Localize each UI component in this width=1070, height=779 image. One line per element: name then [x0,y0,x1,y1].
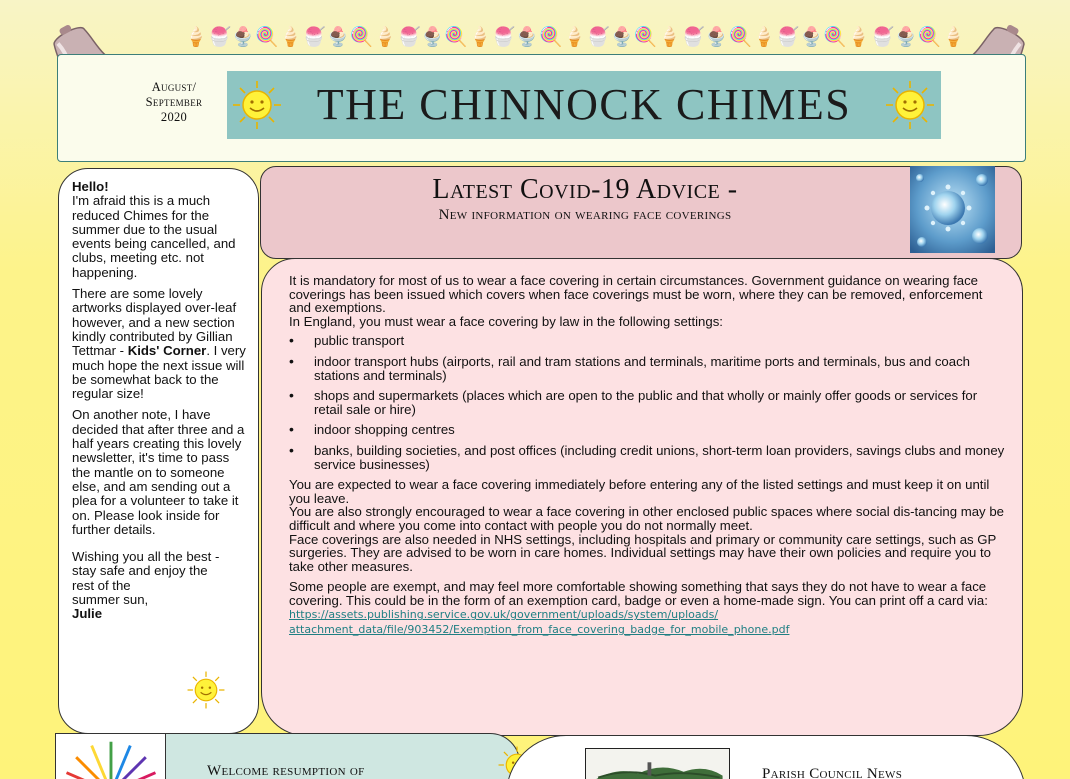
sun-small-icon [186,670,226,710]
covid-settings-list [289,334,1005,471]
icecream-icon: 🍭 [728,26,753,48]
icecream-icon: 🍧 [302,26,327,48]
icecream-icon: 🍧 [586,26,611,48]
covid-intro: It is mandatory for most of us to wear a face covering in certain circumstances. Government guidance on wearing face coverings has been issued which covers when face coverings must be worn, where they can be removed, enforcement and exemptions. [289,273,983,316]
editor-paragraph-2 [72,287,248,401]
editor-paragraph-4: Wishing you all the best - stay safe and enjoy the rest of the [72,549,220,593]
newsletter-title: THE CHINNOCK CHIMES [316,80,852,129]
list-item: • banks, building societies, and post offices (including credit unions, short-term loan providers, savings clubs and money service businesses) [289,444,1005,471]
icecream-decoration-strip [178,22,966,52]
icecream-icon: 🍨 [894,26,918,48]
editor-paragraph-3: On another note, I have decided that after three and a half years creating this lovely newsletter, it's time to pass the mantle on to someone else, and am sending out a plea for a volunteer to take it on. Please look inside for further details. [72,407,245,537]
editor-paragraph-2-start: There are some lovely artworks displayed over-leaf however, and a new section kindly contributed by Gillian Tettmar - [72,286,237,359]
icecream-icon: 🍧 [397,26,421,48]
covid-expected: You are expected to wear a face covering immediately before entering any of the listed settings and must keep it on until you leave. [289,477,990,506]
icecream-icon: 🍦 [941,26,966,48]
icecream-icon: 🍭 [917,26,942,48]
covid-exempt-text: Some people are exempt, and may feel more comfortable showing something that says they do not have to wear a face covering. This could be in the form of an exemption card, badge or even a home-made sign. You can print off a card via: [289,579,988,608]
virus-image-icon [910,166,995,253]
icecream-icon: 🍨 [231,26,256,48]
parish-heading: Parish Council News [762,766,903,779]
sun-right-icon [884,79,936,131]
icecream-icon: 🍭 [823,26,847,48]
list-item: • indoor shopping centres [289,423,1005,437]
editor-signature: Julie [72,606,103,622]
icecream-icon: 🍭 [349,26,374,48]
icecream-icon: 🍭 [255,26,279,48]
kids-corner-label: Kids' Corner [127,343,207,359]
issue-date-line1: August/ [151,80,197,94]
icecream-icon: 🍦 [846,26,871,48]
icecream-icon: 🍦 [657,26,682,48]
icecream-icon: 🍨 [799,26,824,48]
issue-date-line3: 2020 [160,110,188,124]
icecream-icon: 🍦 [752,26,776,48]
issue-date [126,80,222,125]
icecream-icon: 🍦 [373,26,398,48]
icecream-icon: 🍭 [444,26,469,48]
covid-title: Latest Covid-19 Advice - [432,174,738,205]
title-banner [227,71,941,139]
icecream-icon: 🍦 [562,26,587,48]
sun-left-icon [231,79,283,131]
icecream-icon: 🍭 [633,26,658,48]
covid-article [289,274,1005,637]
welcome-heading: Welcome resumption of [207,763,365,779]
icecream-icon: 🍦 [184,26,208,48]
list-item: • public transport [289,334,1005,348]
icecream-icon: 🍨 [420,26,445,48]
icecream-icon: 🍨 [610,26,634,48]
editor-paragraph-4-end: summer sun, [72,592,149,608]
editor-paragraph-1: I'm afraid this is a much reduced Chimes for the summer due to the usual events being cancelled, and clubs, meeting etc. not happening. [72,193,236,280]
icecream-icon: 🍧 [681,26,705,48]
covid-encouraged: You are also strongly encouraged to wear a face covering in other enclosed public spaces where social dis-tancing may be difficult and where you come into contact with people you do not normally meet. [289,504,1004,533]
icecream-icon: 🍭 [539,26,563,48]
icecream-icon: 🍦 [278,26,303,48]
covid-nhs: Face coverings are also needed in NHS settings, including hospitals and primary or community care settings, such as GP surgeries. They are advised to be worn in care homes. Individual settings may have their own policies and require you to take other measures. [289,531,997,574]
covid-exempt [289,580,1005,636]
editor-paragraph-2-end: . I very much hope the next issue will be somewhat back to the regular size! [72,343,246,402]
greeting: Hello! [72,179,109,194]
rainbow-logo-icon [55,733,166,779]
exemption-card-link-cont[interactable]: attachment_data/file/903452/Exemption_from_face_covering_badge_for_mobile_phone.pdf [289,623,790,637]
icecream-icon: 🍦 [468,26,492,48]
icecream-icon: 🍨 [515,26,540,48]
icecream-icon: 🍨 [326,26,350,48]
icecream-icon: 🍧 [870,26,895,48]
icecream-icon: 🍧 [207,26,232,48]
editor-letter-panel [58,168,259,734]
list-item: • indoor transport hubs (airports, rail and tram stations and terminals, maritime ports and terminals, bus and coach stations and terminals) [289,355,1005,382]
village-sketch-image [585,748,730,779]
icecream-icon: 🍧 [775,26,800,48]
icecream-icon: 🍨 [704,26,729,48]
issue-date-line2: September [145,95,203,109]
covid-law-line: In England, you must wear a face covering by law in the following settings: [289,313,723,329]
list-item: • shops and supermarkets (places which are open to the public and that wholly or mainly offer goods or services for retail sale or hire) [289,389,1005,416]
covid-subtitle: New information on wearing face coverings [438,207,732,223]
exemption-card-link[interactable]: https://assets.publishing.service.gov.uk/government/uploads/system/uploads/ [289,608,719,622]
icecream-icon: 🍧 [491,26,516,48]
